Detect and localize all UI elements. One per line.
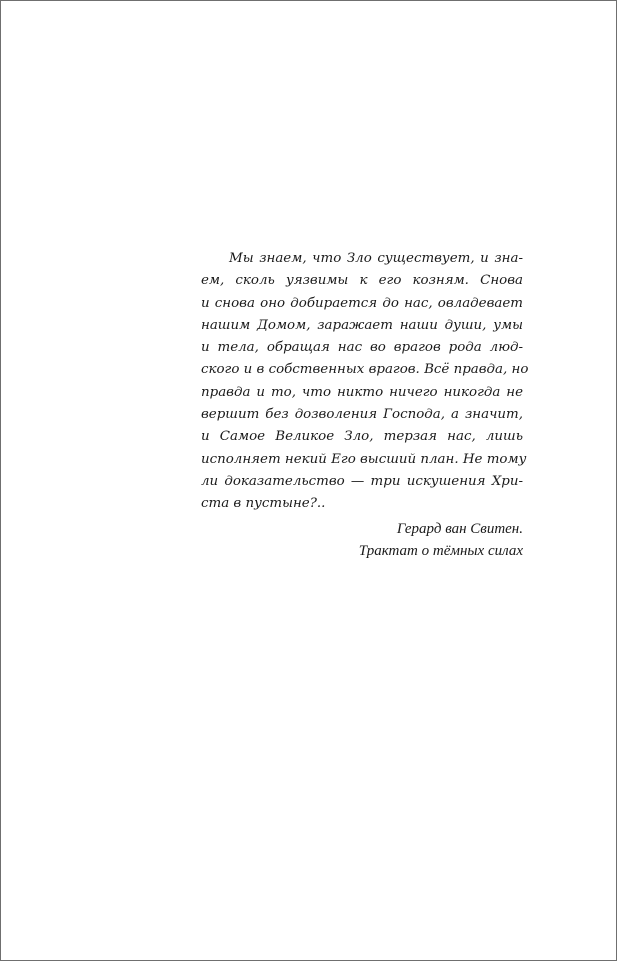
epigraph-line: и тела, обращая нас во врагов рода люд- [201, 340, 523, 356]
epigraph-line: ли доказательство — три искушения Хри- [201, 473, 523, 489]
epigraph-attribution [201, 518, 523, 563]
epigraph-source: Трактат о тёмных силах [358, 543, 523, 560]
epigraph-line: ем, сколь уязвимы к его козням. Снова [201, 273, 523, 289]
epigraph-author: Герард ван Свитен. [396, 520, 523, 537]
epigraph-line: исполняет некий Его высший план. Не тому [201, 451, 527, 467]
epigraph-line: Мы знаем, что Зло существует, и зна- [229, 251, 523, 266]
epigraph-text [201, 248, 529, 516]
epigraph-line: нашим Домом, заражает наши души, умы [201, 317, 523, 333]
epigraph-line: вершит без дозволения Господа, а значит, [201, 407, 523, 423]
epigraph-line: правда и то, что никто ничего никогда не [201, 384, 523, 400]
epigraph-line: и снова оно добирается до нас, овладевает [201, 295, 523, 311]
epigraph-line: и Самое Великое Зло, терзая нас, лишь [201, 429, 523, 445]
epigraph-line: ста в пустыне?.. [201, 496, 326, 512]
epigraph [201, 248, 529, 563]
epigraph-line: ского и в собственных врагов. Всё правда, но [201, 362, 529, 378]
